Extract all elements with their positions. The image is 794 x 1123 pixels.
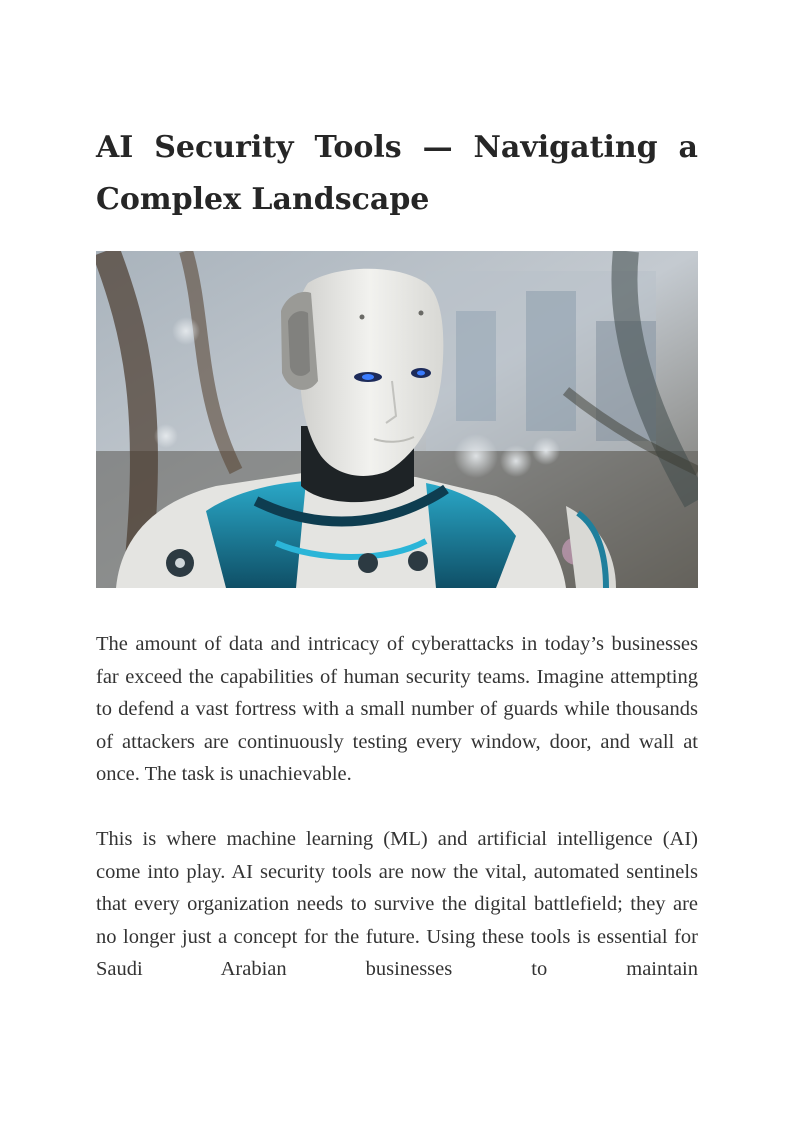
robot-illustration: [96, 251, 698, 588]
body-paragraph: The amount of data and intricacy of cyberattacks in today’s businesses far exceed the capabilities of human security teams. Imagine attempting to defend a vast fortress with a small number of guards while thousands of attackers are continuously testing every window, door, and wall at once. The task is unachievable.: [96, 633, 698, 785]
body-paragraph: This is where machine learning (ML) and artificial intelligence (AI) come into play. AI security tools are now the vital, automated sentinels that every organization needs to survive the digital battlefield; they are no longer just a concept for the future. Using these tools is essential for Saudi Arabian businesses to maintain: [96, 828, 698, 980]
page-title: AI Security Tools — Navigating a Complex Landscape: [96, 130, 698, 217]
hero-image: [96, 251, 698, 588]
